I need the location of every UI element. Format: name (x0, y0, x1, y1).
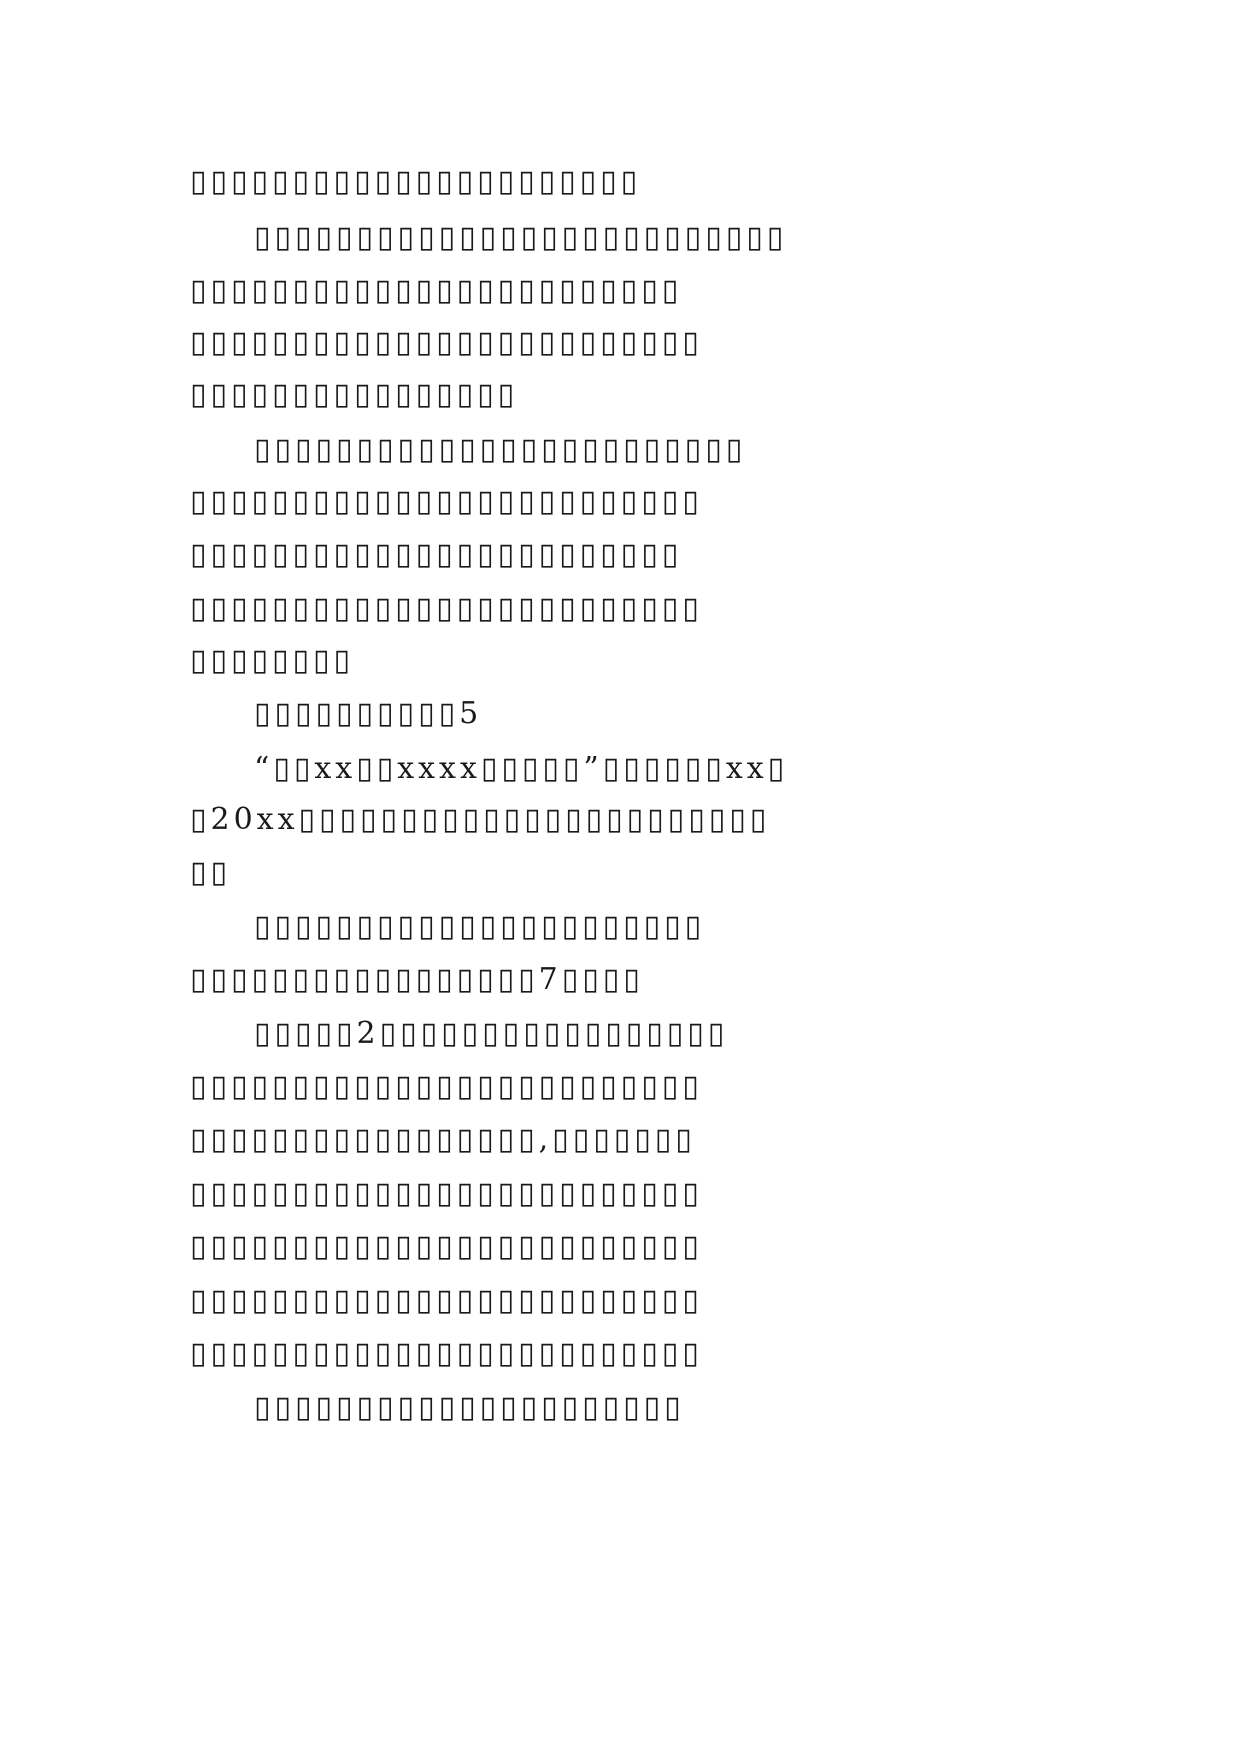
text-line: ▯▯▯▯▯▯▯▯▯▯▯▯▯▯▯▯▯▯▯▯▯▯▯▯ (190, 273, 683, 308)
text-line: ▯▯▯▯▯▯▯▯▯▯▯▯▯▯▯▯▯▯▯▯▯▯▯▯▯ (190, 325, 703, 360)
text-line: ▯▯▯▯▯2▯▯▯▯▯▯▯▯▯▯▯▯▯▯▯▯▯ (254, 1016, 729, 1051)
text-line: ▯20xx▯▯▯▯▯▯▯▯▯▯▯▯▯▯▯▯▯▯▯▯▯▯▯ (190, 802, 771, 837)
text-line: ▯▯▯▯▯▯▯▯▯▯▯▯▯▯▯▯▯▯▯▯▯▯▯▯▯ (190, 1069, 703, 1104)
text-line: ▯▯▯▯▯▯▯▯▯▯▯▯▯▯▯▯▯▯▯▯▯▯▯▯▯ (190, 1283, 703, 1318)
text-line: ▯▯▯▯▯▯▯▯▯▯▯▯▯▯▯▯▯▯▯▯▯▯▯▯▯ (190, 1176, 703, 1211)
text-line: ▯▯▯▯▯▯▯▯▯▯▯▯▯▯▯▯▯▯▯▯▯▯▯▯▯▯ (254, 220, 788, 255)
text-line: ▯▯▯▯▯▯▯▯▯▯▯▯▯▯▯▯▯▯▯▯▯▯▯▯▯ (190, 484, 703, 519)
section-heading: ▯▯▯▯▯▯▯▯▯▯5 (254, 696, 483, 731)
text-line: ▯▯▯▯▯▯▯▯ (190, 643, 355, 678)
text-line: ▯▯▯▯▯▯▯▯▯▯▯▯▯▯▯▯▯▯▯▯▯▯▯▯ (254, 432, 747, 467)
text-line: ▯▯▯▯▯▯▯▯▯▯▯▯▯▯▯▯▯▯▯▯▯▯ (254, 909, 706, 944)
text-line: ▯▯▯▯▯▯▯▯▯▯▯▯▯▯▯▯▯▯▯▯▯▯▯▯▯ (190, 1336, 703, 1371)
text-line: ▯▯▯▯▯▯▯▯▯▯▯▯▯▯▯▯ (190, 377, 519, 412)
text-line: ▯▯▯▯▯▯▯▯▯▯▯▯▯▯▯▯▯▯▯▯▯ (254, 1390, 685, 1425)
text-line: ▯▯▯▯▯▯▯▯▯▯▯▯▯▯▯▯▯▯▯▯▯▯▯▯▯ (190, 591, 703, 626)
text-line: ▯▯▯▯▯▯▯▯▯▯▯▯▯▯▯▯▯7▯▯▯▯ (190, 962, 644, 997)
text-line: ▯▯ (190, 855, 232, 890)
text-line: ▯▯▯▯▯▯▯▯▯▯▯▯▯▯▯▯▯▯▯▯▯▯ (190, 164, 642, 199)
text-line: ▯▯▯▯▯▯▯▯▯▯▯▯▯▯▯▯▯▯▯▯▯▯▯▯ (190, 537, 683, 572)
text-line: “▯▯xx▯▯xxxx▯▯▯▯▯”▯▯▯▯▯▯xx▯ (254, 751, 789, 786)
text-line: ▯▯▯▯▯▯▯▯▯▯▯▯▯▯▯▯▯,▯▯▯▯▯▯▯ (190, 1122, 696, 1157)
text-line: ▯▯▯▯▯▯▯▯▯▯▯▯▯▯▯▯▯▯▯▯▯▯▯▯▯ (190, 1229, 703, 1264)
